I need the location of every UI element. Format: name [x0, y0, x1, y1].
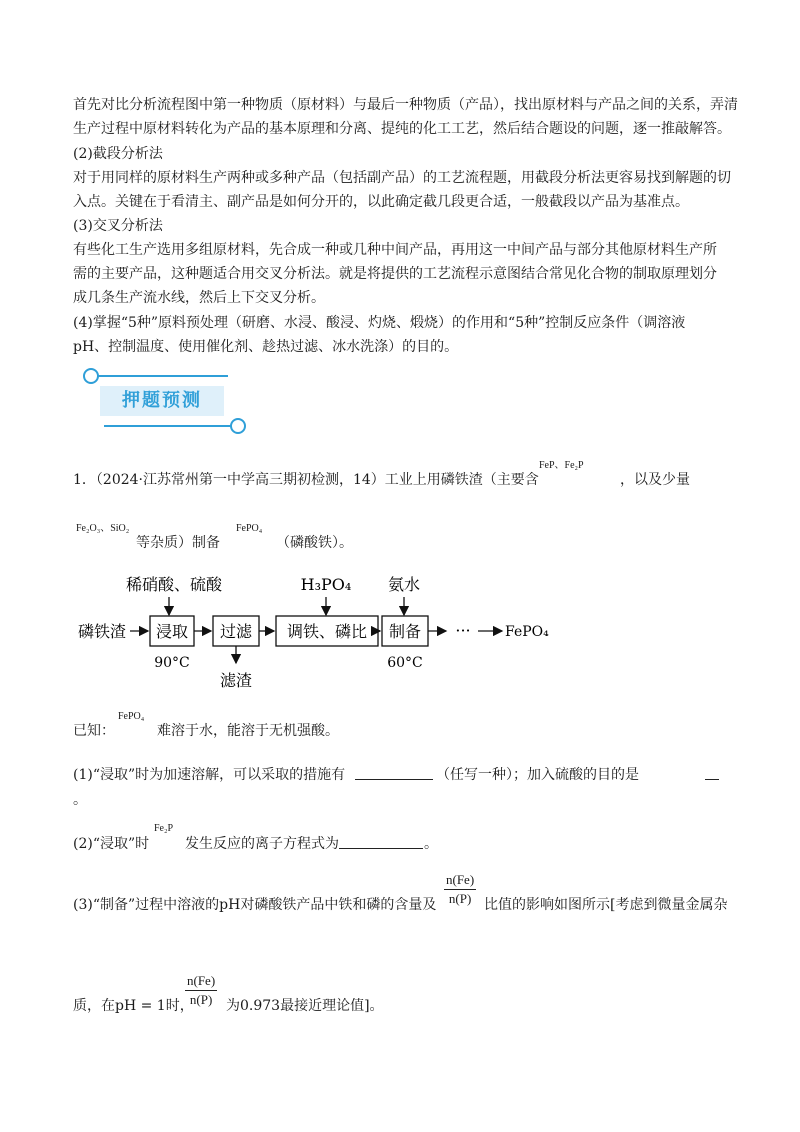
- paragraph-1-line-2: 生产过程中原材料转化为产品的基本原理和分离、提纯的化工工艺，然后结合题设的问题，逐一推敲解答。: [73, 121, 731, 137]
- question-stem-a: 1．（2024·江苏常州第一中学高三期初检测，14）工业上用磷铁渣（主要含: [73, 472, 539, 488]
- flow-ellipsis: ···: [455, 621, 471, 640]
- question-3-cont-b: 为0.973最接近理论值]。: [226, 998, 384, 1014]
- question-3-cont-a: 质，在pH = 1时，: [73, 998, 194, 1014]
- stem-formula-impurities: Fe₂O₃、SiO₂: [76, 523, 130, 534]
- ratio-fraction-ph1: [185, 973, 217, 1008]
- banner-circle-left: [84, 369, 98, 383]
- question-stem-c: 等杂质）制备: [136, 535, 220, 551]
- question-2-text-a: (2)“浸取”时: [73, 836, 150, 852]
- input-acids-label: 稀硝酸、硫酸: [125, 575, 223, 594]
- answer-blank-q2[interactable]: [339, 834, 423, 849]
- leaching-temperature: 90°C: [154, 655, 190, 671]
- step-leaching-label: 浸取: [155, 622, 189, 641]
- step-adjust-ratio-label: 调铁、磷比: [286, 622, 368, 641]
- banner-title: 押题预测: [122, 390, 202, 411]
- known-b: 难溶于水，能溶于无机强酸。: [157, 723, 339, 739]
- ratio-denominator: n(P): [448, 891, 472, 906]
- question-stem-b: ，以及少量: [620, 472, 690, 488]
- paragraph-3-line-1: 有些化工生产选用多组原材料，先合成一种或几种中间产品，再用这一中间产品与部分其他原材料生产所: [73, 242, 717, 258]
- paragraph-2-line-1: 对于用同样的原材料生产两种或多种产品（包括副产品）的工艺流程题，用截段分析法更容易找到解题的切: [73, 170, 731, 186]
- question-2-end: 。: [424, 836, 438, 852]
- product-label: FePO₄: [505, 624, 549, 640]
- question-1-end: 。: [73, 792, 87, 808]
- ratio-numerator: n(Fe): [446, 872, 475, 887]
- ratio-numerator-2: n(Fe): [187, 973, 216, 988]
- paragraph-2-line-2: 入点。关键在于看清主、副产品是如何分开的，以此确定截几段更合适，一般截段以产品为基准点。: [73, 194, 689, 210]
- heading-cross-method: (3)交叉分析法: [73, 218, 163, 234]
- answer-blank-q1a[interactable]: [355, 765, 433, 780]
- input-phosphoric-acid-label: H₃PO₄: [300, 575, 352, 594]
- question-3-text-b: 比值的影响如图所示[考虑到微量金属杂: [484, 897, 728, 913]
- stem-formula-fepo4: FePO₄: [236, 523, 263, 534]
- known-a: 已知：: [73, 723, 115, 739]
- input-ammonia-label: 氨水: [387, 575, 421, 594]
- known-formula-fepo4: FePO₄: [118, 711, 145, 722]
- question-1-text-b: （任写一种）；加入硫酸的目的是: [436, 767, 639, 783]
- ratio-denominator-2: n(P): [189, 992, 213, 1007]
- answer-blank-q1b[interactable]: [705, 765, 719, 780]
- ratio-fraction-q3: [444, 872, 476, 907]
- banner-circle-right: [231, 419, 245, 433]
- question-3-text-a: (3)“制备”过程中溶液的pH对磷酸铁产品中铁和磷的含量及: [73, 897, 437, 913]
- question-2-text-b: 发生反应的离子方程式为: [185, 836, 339, 852]
- paragraph-4-line-2: pH、控制温度、使用催化剂、趁热过滤、冰水洗涤）的目的。: [73, 339, 459, 355]
- paragraph-4-line-1: (4)掌握“5种”原料预处理（研磨、水浸、酸浸、灼烧、煅烧）的作用和“5种”控制反应条件（调溶液: [73, 315, 686, 331]
- step-preparation-label: 制备: [388, 622, 422, 641]
- section-banner: [78, 364, 254, 436]
- step-filtration-label: 过滤: [219, 622, 253, 641]
- paragraph-1-line-1: 首先对比分析流程图中第一种物质（原材料）与最后一种物质（产品），找出原材料与产品之间的关系，弄清: [73, 97, 738, 113]
- heading-cutting-method: (2)截段分析法: [73, 146, 163, 162]
- byproduct-residue-label: 滤渣: [219, 671, 253, 690]
- start-material-label: 磷铁渣: [78, 622, 127, 641]
- paragraph-3-line-2: 需的主要产品，这种题适合用交叉分析法。就是将提供的工艺流程示意图结合常见化合物的制取原理划分: [73, 266, 717, 282]
- process-flowchart: [74, 570, 564, 692]
- question-1-text-a: (1)“浸取”时为加速溶解，可以采取的措施有: [73, 767, 346, 783]
- paragraph-3-line-3: 成几条生产流水线，然后上下交叉分析。: [73, 290, 325, 306]
- preparation-temperature: 60°C: [387, 655, 423, 671]
- stem-formula-fep: FeP、Fe₂P: [539, 460, 584, 471]
- question-stem-d: （磷酸铁）。: [276, 535, 353, 551]
- question-2-formula: Fe₂P: [154, 823, 174, 834]
